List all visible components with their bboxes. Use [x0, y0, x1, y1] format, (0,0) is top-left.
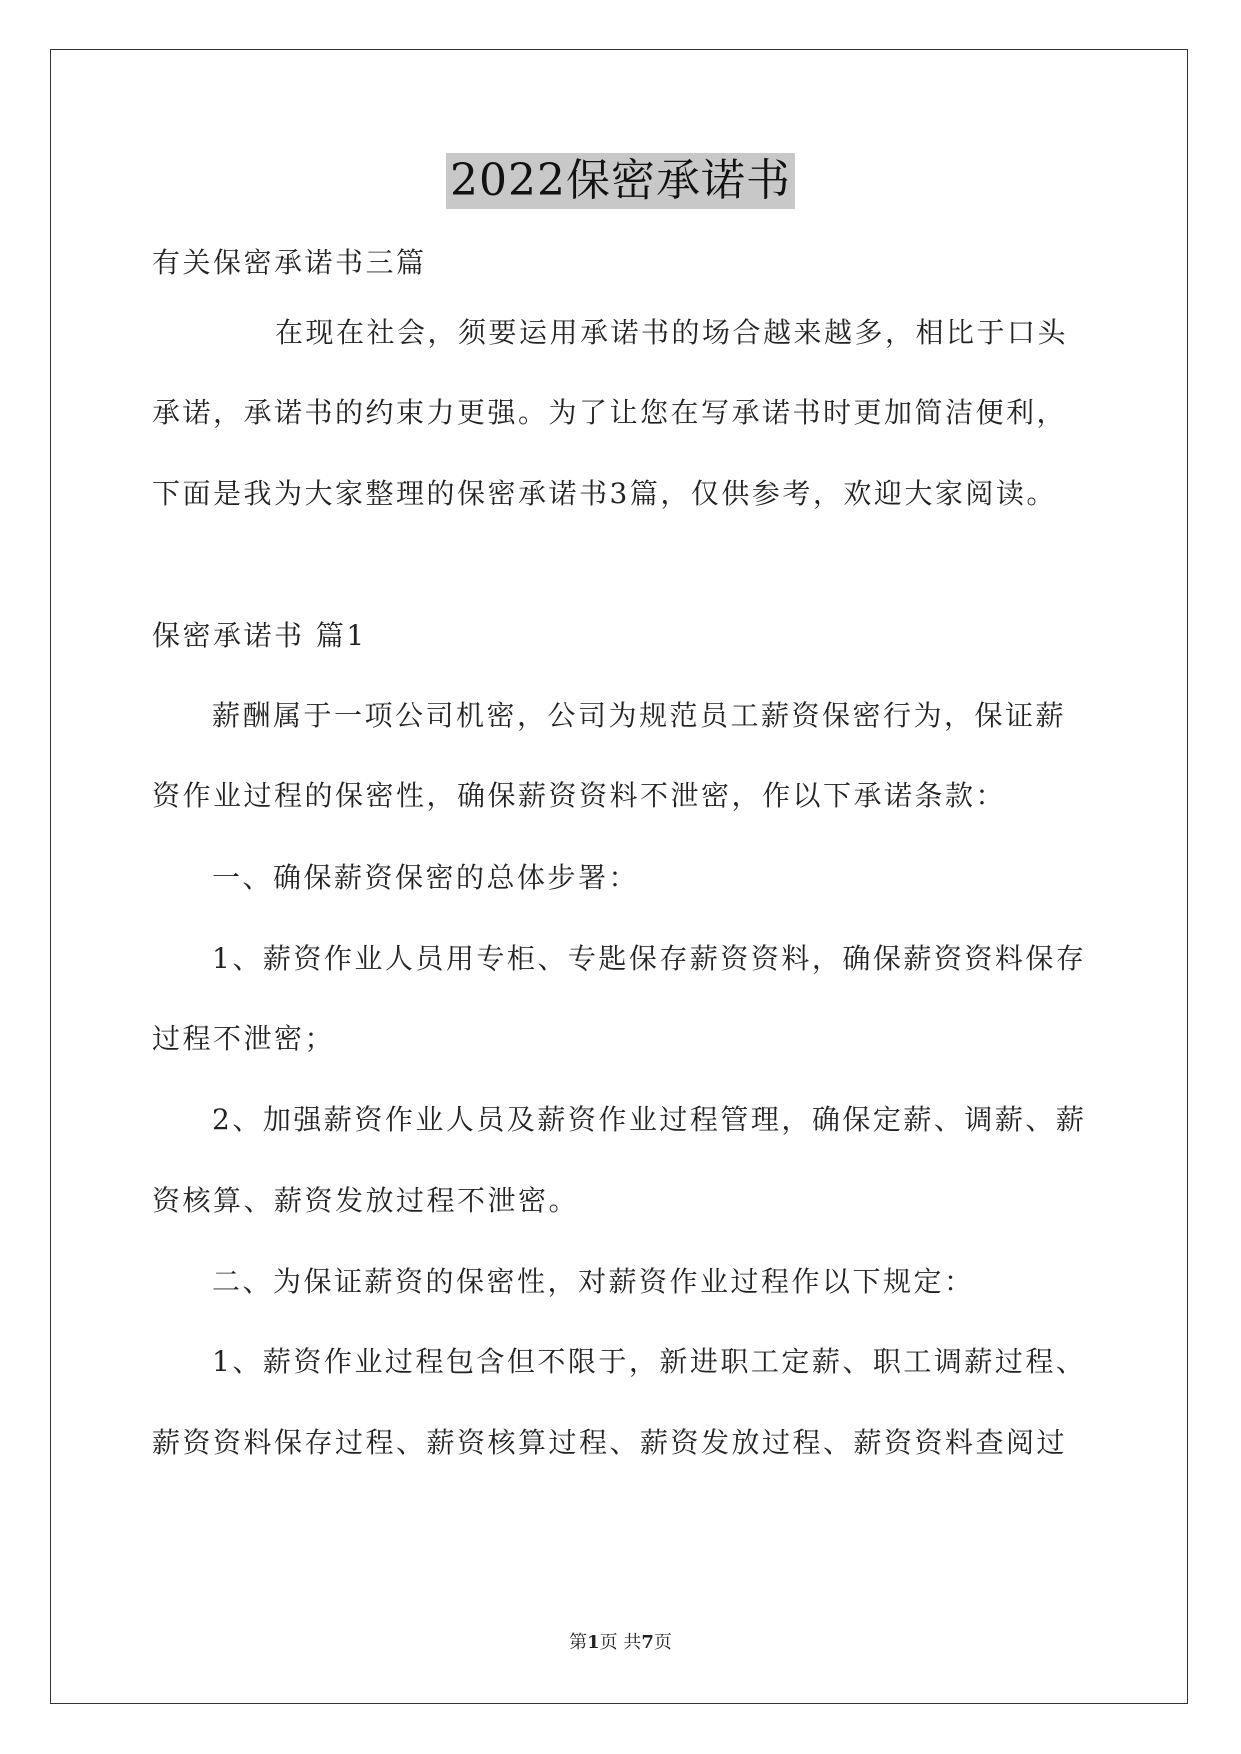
- body-line: 薪酬属于一项公司机密，公司为规范员工薪资保密行为，保证薪: [212, 699, 1067, 732]
- section-heading: 保密承诺书 篇1: [152, 619, 367, 652]
- body-line: 一、确保薪资保密的总体步署：: [212, 861, 640, 894]
- body-line: 资作业过程的保密性，确保薪资资料不泄密，作以下承诺条款：: [152, 779, 1007, 812]
- body-line: 资核算、薪资发放过程不泄密。: [152, 1184, 580, 1217]
- title-container: [0, 153, 1241, 209]
- page-suffix: 页: [653, 1632, 672, 1653]
- intro-line-3: 下面是我为大家整理的保密承诺书3篇，仅供参考，欢迎大家阅读。: [152, 477, 1057, 510]
- body-line: 1、薪资作业人员用专柜、专匙保存薪资资料，确保薪资资料保存: [212, 942, 1087, 975]
- page-number-footer: [0, 1628, 1241, 1654]
- document-title: 2022保密承诺书: [446, 153, 795, 209]
- intro-line-2: 承诺，承诺书的约束力更强。为了让您在写承诺书时更加简洁便利，: [152, 396, 1068, 429]
- page-current: 1: [587, 1632, 600, 1653]
- subtitle-line: 有关保密承诺书三篇: [152, 246, 427, 279]
- body-line: 过程不泄密；: [152, 1022, 336, 1055]
- intro-line-1: 在现在社会，须要运用承诺书的场合越来越多，相比于口头: [275, 316, 1069, 349]
- page-total: 7: [641, 1632, 654, 1653]
- body-line: 薪资资料保存过程、薪资核算过程、薪资发放过程、薪资资料查阅过: [152, 1426, 1068, 1459]
- body-line: 二、为保证薪资的保密性，对薪资作业过程作以下规定：: [212, 1265, 975, 1298]
- page-mid: 页 共: [599, 1632, 642, 1653]
- page-prefix: 第: [569, 1632, 588, 1653]
- body-line: 1、薪资作业过程包含但不限于，新进职工定薪、职工调薪过程、: [212, 1345, 1087, 1378]
- body-line: 2、加强薪资作业人员及薪资作业过程管理，确保定薪、调薪、薪: [212, 1103, 1087, 1136]
